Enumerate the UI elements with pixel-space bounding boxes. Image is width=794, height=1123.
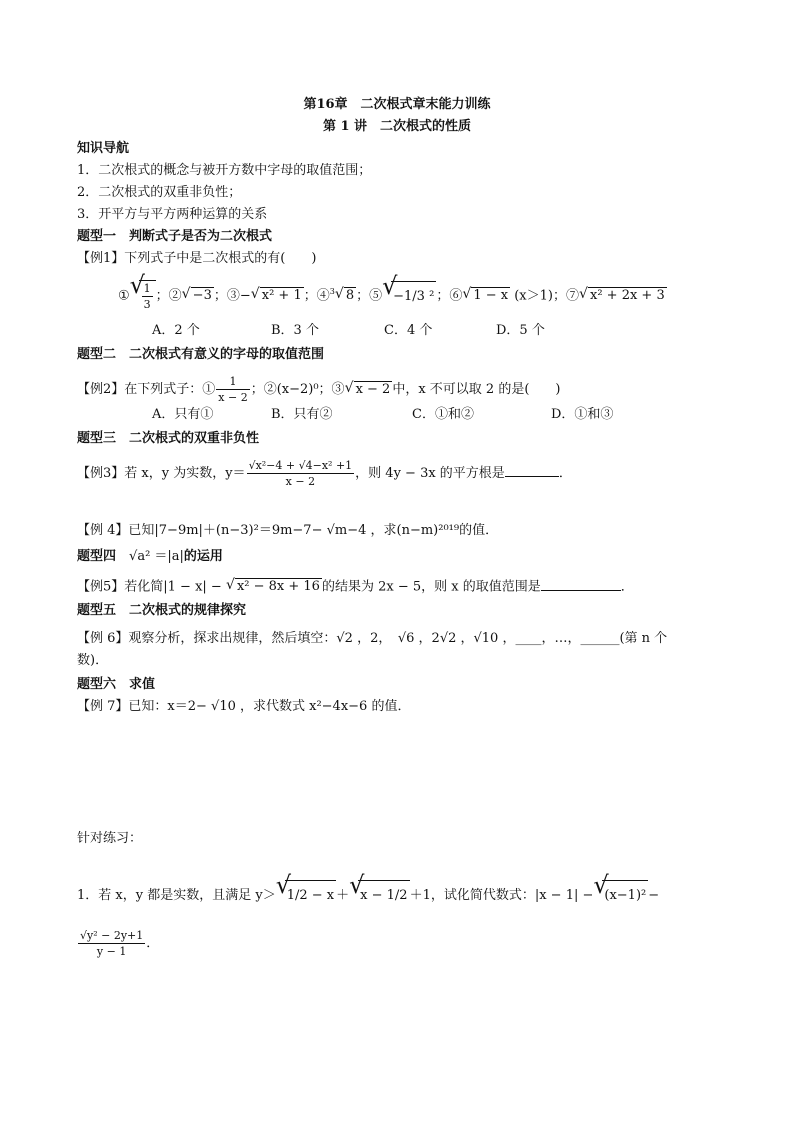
answer-blank[interactable] <box>505 476 559 477</box>
example-2-option-b: B．只有② <box>271 407 333 422</box>
example-2-option-a: A．只有① <box>152 407 214 422</box>
type-2-heading: 题型二 二次根式有意义的字母的取值范围 <box>77 347 325 362</box>
example-1-prompt: 【例1】下列式子中是二次根式的有( ) <box>77 251 317 266</box>
lesson-title: 第 1 讲 二次根式的性质 <box>322 119 472 134</box>
example-2-option-d: D．①和③ <box>551 407 614 422</box>
example-5-prompt: 【例5】若化简|1 − x| − √ x² − 8x + 16 的结果为 2x − 5，则 x 的取值范围是 ． <box>77 578 634 597</box>
type-4-heading: 题型四 √a² ＝|a|的运用 <box>77 549 223 564</box>
knowledge-heading: 知识导航 <box>77 141 130 156</box>
type-5-heading: 题型五 二次根式的规律探究 <box>77 603 247 618</box>
example-6-line-2: 数)． <box>77 653 109 668</box>
type-6-heading: 题型六 求值 <box>77 677 156 692</box>
example-2-prompt: 【例2】在下列式子：① $\frac{1}{x - 2}$ ；②(x−2)⁰；③√ x − 2 中，x 不可以取 2 的是( ) <box>77 374 560 405</box>
example-1-expressions: ① √ $\frac{1}{3}$ ；②√ −3 ；③−√ x² + 1 ；④$^3$√ 8 ；⑤√ −1/3 ² ；⑥√ 1 − x (x＞1)；⑦√ x² + 2x + 3 <box>118 280 667 312</box>
example-1-option-a: A．2 个 <box>152 323 200 338</box>
knowledge-item: 1．二次根式的概念与被开方数中字母的取值范围； <box>77 163 372 178</box>
answer-blank[interactable] <box>541 590 621 591</box>
knowledge-item: 2．二次根式的双重非负性； <box>77 185 242 200</box>
knowledge-item: 3．开平方与平方两种运算的关系 <box>77 207 268 222</box>
example-2-option-c: C．①和② <box>412 407 474 422</box>
example-7: 【例 7】已知：x＝2− √10 ，求代数式 x²−4x−6 的值． <box>77 699 411 714</box>
example-3-prompt: 【例3】若 x，y 为实数，y＝ $\frac{\text{√x²−4 + √4−x² +1}}{x - 2}$ ，则 4y − 3x 的平方根是 ． <box>77 459 572 488</box>
example-4: 【例 4】已知|7−9m|＋(n−3)²＝9m−7− √m−4 ，求(n−m)²⁰¹⁹的值． <box>77 523 499 538</box>
example-1-option-b: B．3 个 <box>271 323 319 338</box>
example-1-option-d: D．5 个 <box>496 323 545 338</box>
practice-question-1-cont: $\frac{\text{√y² − 2y+1}}{y - 1}$ ． <box>80 929 160 958</box>
type-3-heading: 题型三 二次根式的双重非负性 <box>77 431 260 446</box>
practice-question-1: 1．若 x，y 都是实数，且满足 y＞√ 1/2 − x ＋√ x − 1/2 ＋1，试化简代数式：|x − 1| −√ (x−1)² − <box>77 880 659 911</box>
practice-heading: 针对练习： <box>77 831 143 846</box>
chapter-title: 第16章 二次根式章末能力训练 <box>303 97 491 112</box>
type-1-heading: 题型一 判断式子是否为二次根式 <box>77 229 273 244</box>
example-1-option-c: C．4 个 <box>384 323 433 338</box>
example-6-line-1: 【例 6】观察分析，探求出规律，然后填空：√2 ，2， √6 ，2√2 ，√10 ，____，…，______(第 n 个 <box>77 631 668 646</box>
